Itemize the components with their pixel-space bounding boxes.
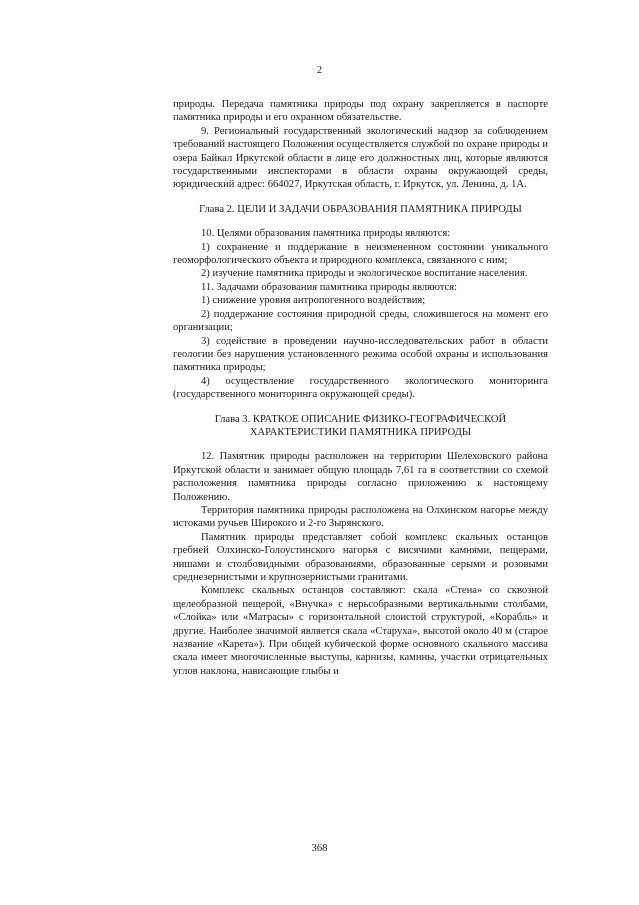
paragraph: природы. Передача памятника природы под охрану закрепляется в паспорте памятника природы и его охранном обязательстве. bbox=[173, 99, 548, 124]
chapter-heading: Глава 2. ЦЕЛИ И ЗАДАЧИ ОБРАЗОВАНИЯ ПАМЯТНИКА ПРИРОДЫ bbox=[199, 203, 522, 215]
paragraph: 2) поддержание состояния природной среды, сложившегося на момент его организации; bbox=[173, 308, 548, 334]
paragraph: 9. Региональный государственный экологический надзор за соблюдением требований настоящего Положения осуществляется службой по охране природы и озера Байкал Иркутской области в лице его должностных лиц, которые являются государственными инспекторами в области охраны окружающей среды, юридический адрес: 664027, Иркутская область, г. Иркутск, ул. Ленина, д. 1А. bbox=[173, 125, 548, 191]
paragraph: 3) содействие в проведении научно-исследовательских работ в области геологии без нарушения установленного режима особой охраны и использования памятника природы; bbox=[173, 335, 548, 374]
document-body bbox=[173, 98, 548, 678]
paragraph: 1) снижение уровня антропогенного воздействия; bbox=[201, 295, 426, 307]
paragraph: Территория памятника природы расположена на Олхинском нагорье между истоками ручьев Широкого и 2-го Зырянского. bbox=[173, 504, 548, 530]
chapter-heading-line-1: Глава 3. КРАТКОЕ ОПИСАНИЕ ФИЗИКО-ГЕОГРАФИЧЕСКОЙ bbox=[214, 413, 507, 425]
paragraph: 12. Памятник природы расположен на территории Шелеховского района Иркутской области и занимает общую площадь 7,61 га в соответствии со схемой расположения памятника природы согласно приложению к настоящему Положению. bbox=[173, 451, 548, 503]
page-number-bottom: 368 bbox=[311, 843, 328, 854]
paragraph: 11. Задачами образования памятника природы являются: bbox=[201, 281, 458, 293]
paragraph: Комплекс скальных останцов составляют: скала «Стена» со сквозной щелеобразной пещерой, «Внучка» с нерьсобразными вертикальными столбами, «Слойка» или «Матрасы» с горизонтальной слоистой структурой, «Корабль» и другие. Наиболее значимой является скала «Старуха», высотой около 40 м (старое название «Карета»). При общей кубической форме основного скального массива скала имеет многочисленные выступы, карнизы, камины, участки отрицательных углов наклона, нависающие глыбы и bbox=[173, 585, 548, 677]
paragraph: Памятник природы представляет собой комплекс скальных останцов гребней Олхинско-Голоустинского нагорья с висячими камнями, пещерами, нишами и столбовидными образованиями, образованные серыми и розовыми среднезернистыми и крупнозернистыми гранитами. bbox=[173, 531, 548, 583]
chapter-heading-line-2: ХАРАКТЕРИСТИКИ ПАМЯТНИКА ПРИРОДЫ bbox=[249, 426, 472, 438]
paragraph: 10. Целями образования памятника природы являются: bbox=[201, 228, 451, 240]
paragraph: 4) осуществление государственного экологического мониторинга (государственного мониторинга окружающей среды). bbox=[173, 375, 548, 401]
paragraph: 2) изучение памятника природы и экологическое воспитание населения. bbox=[201, 268, 528, 280]
page-number-top: 2 bbox=[316, 65, 323, 76]
paragraph: 1) сохранение и поддержание в неизмененном состоянии уникального геоморфологического объекта и природного комплекса, связанного с ним; bbox=[173, 241, 548, 267]
